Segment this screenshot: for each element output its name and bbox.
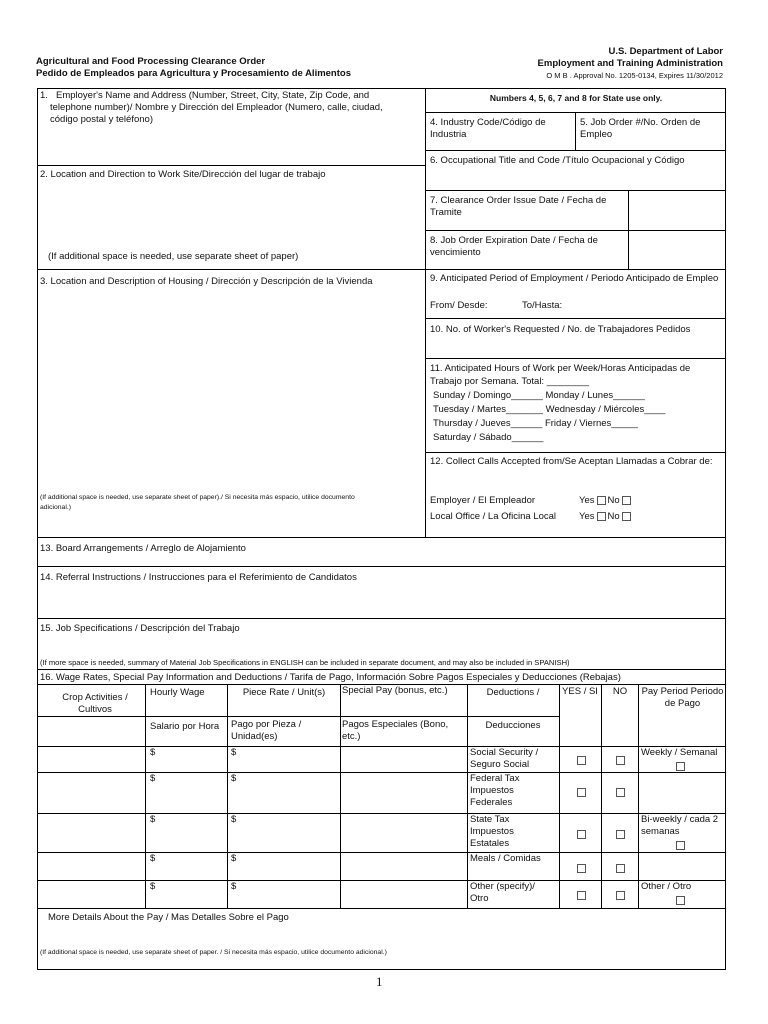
title-es: Pedido de Empleados para Agricultura y Procesamiento de Alimentos [36,68,351,79]
social-security-yes-checkbox[interactable] [577,756,586,765]
title-en: Agricultural and Food Processing Clearance Order [36,56,266,67]
header-special-pay-es: Pagos Especiales (Bono, etc.) [342,719,449,742]
yes-label: Yes [579,511,595,522]
divider [425,190,726,191]
field-12-employer-label: Employer / El Empleador [430,495,536,506]
divider [559,684,560,909]
divider [37,566,726,567]
divider [467,684,468,909]
other-period-checkbox[interactable] [676,896,685,905]
state-tax-no-checkbox[interactable] [616,830,625,839]
divider [37,772,726,773]
state-use-note: Numbers 4, 5, 6, 7 and 8 for State use only. [489,93,663,103]
header-deductions-es: Deducciones [485,720,541,731]
period-other: Other / Otro [641,881,692,892]
header-hourly-wage-es: Salario por Hora [150,721,220,732]
piece-dollar[interactable]: $ [231,881,237,892]
field-1-employer[interactable] [40,90,422,102]
header-piece-rate: Piece Rate / Unit(s) [242,687,326,698]
field-2-note: (If additional space is needed, use separate sheet of paper) [48,251,299,262]
field-11-hours-6: Saturday / Sábado______ [433,432,544,443]
field-1-label-1: Employer's Name and Address (Number, Street, City, State, Zip Code, and [56,90,370,101]
piece-dollar[interactable]: $ [231,814,237,825]
header-pay-period: Pay Period Periodo de Pago [641,686,724,709]
deduction-meals: Meals / Comidas [470,853,541,864]
divider [425,88,426,538]
piece-dollar[interactable]: $ [231,773,237,784]
hourly-dollar[interactable]: $ [150,747,156,758]
field-11-hours-4: Tuesday / Martes_______ Wednesday / Miércoles____ [433,404,666,415]
field-1-number: 1. [40,90,48,101]
field-1-label-2: telephone number)/ Nombre y Dirección del Empleador (Numero, calle, ciudad, [50,102,383,113]
deduction-other: Other (specify)/ Otro [470,881,535,904]
field-15-note: (If more space is needed, summary of Material Job Specifications in ENGLISH can be included in separate document, and may also be included in SPANISH) [40,658,570,667]
field-12-office-yes-no [579,511,633,523]
divider [601,684,602,909]
field-3-housing[interactable]: 3. Location and Description of Housing / Dirección y Descripción de la Vivienda [40,276,373,287]
divider [37,165,425,166]
divider [37,269,726,270]
field-6-occupational-title[interactable]: 6. Occupational Title and Code /Título Ocupacional y Código [430,155,685,166]
header-special-pay: Special Pay (bonus, etc.) [342,685,448,696]
divider [145,684,146,909]
divider [37,618,726,619]
meals-yes-checkbox[interactable] [577,864,586,873]
divider [37,716,560,717]
field-14-referral[interactable]: 14. Referral Instructions / Instrucciones para el Referimiento de Candidatos [40,572,357,583]
agency-block [538,46,723,82]
divider [425,318,726,319]
agency-eta: Employment and Training Administration [537,58,723,69]
hourly-dollar[interactable]: $ [150,814,156,825]
divider [37,813,726,814]
more-details-note: (If additional space is needed, use separate sheet of paper. / Si necesita más espacio, utilice documento adicional.) [40,949,387,956]
field-11-hours-2: Trabajo por Semana. Total: ________ [430,376,589,387]
meals-no-checkbox[interactable] [616,864,625,873]
deduction-federal-tax: Federal Tax Impuestos Federales [470,773,520,808]
field-15-job-spec[interactable]: 15. Job Specifications / Descripción del Trabajo [40,623,240,634]
more-details-label[interactable]: More Details About the Pay / Mas Detalles Sobre el Pago [48,912,289,923]
divider [575,112,576,150]
divider [340,684,341,909]
deduction-social-security: Social Security / Seguro Social [470,747,539,770]
page-number: 1 [376,974,383,989]
employer-no-checkbox[interactable] [622,496,631,505]
social-security-no-checkbox[interactable] [616,756,625,765]
office-no-checkbox[interactable] [622,512,631,521]
divider [425,452,726,453]
field-9-period[interactable]: 9. Anticipated Period of Employment / Periodo Anticipado de Empleo [430,273,719,284]
divider [37,746,726,747]
field-12-office-label: Local Office / La Oficina Local [430,511,557,522]
field-16-wage-rates: 16. Wage Rates, Special Pay Information and Deductions / Tarifa de Pago, Información Sobre Pagos Especiales y Deducciones (Rebajas) [40,672,621,683]
divider [37,537,726,538]
form-title [36,56,351,80]
employer-yes-checkbox[interactable] [597,496,606,505]
field-9-to: To/Hasta: [522,300,563,311]
field-1-label-3: código postal y teléfono) [50,114,153,125]
divider [37,852,726,853]
hourly-dollar[interactable]: $ [150,881,156,892]
biweekly-checkbox[interactable] [676,841,685,850]
header-crop-activities: Crop Activities / Cultivos [62,692,128,715]
no-label: No [607,495,620,506]
divider [425,358,726,359]
field-3-note-2: adicional.) [40,504,71,511]
no-label: No [607,511,620,522]
field-2-location[interactable]: 2. Location and Direction to Work Site/Dirección del lugar de trabajo [40,169,326,180]
divider [37,908,726,909]
field-3-note-1: (If additional space is needed, use separate sheet of paper)./ Si necesita más espacio, utilice documento [40,494,355,501]
deduction-state-tax: State Tax Impuestos Estatales [470,814,514,849]
field-5-job-order[interactable]: 5. Job Order #/No. Orden de Empleo [580,117,701,140]
header-piece-rate-es: Pago por Pieza / Unidad(es) [231,719,302,742]
hourly-dollar[interactable]: $ [150,853,156,864]
state-tax-yes-checkbox[interactable] [577,830,586,839]
federal-tax-no-checkbox[interactable] [616,788,625,797]
divider [37,669,726,670]
header-yes-si: YES / SI [562,686,598,697]
divider [425,230,726,231]
federal-tax-yes-checkbox[interactable] [577,788,586,797]
header-hourly-wage: Hourly Wage [150,687,205,698]
header-no: NO [612,686,628,697]
agency-dol: U.S. Department of Labor [608,46,723,57]
omb-number: O M B . Approval No. 1205-0134, Expires 11/30/2012 [546,71,723,80]
field-11-hours-5: Thursday / Jueves______ Friday / Viernes_____ [433,418,638,429]
field-10-workers[interactable]: 10. No. of Worker's Requested / No. de Trabajadores Pedidos [430,324,691,335]
field-11-hours-1[interactable]: 11. Anticipated Hours of Work per Week/Horas Anticipadas de [430,363,691,374]
divider [425,150,726,151]
piece-dollar[interactable]: $ [231,853,237,864]
field-12-collect-calls: 12. Collect Calls Accepted from/Se Aceptan Llamadas a Cobrar de: [430,456,713,467]
period-weekly: Weekly / Semanal [641,747,718,758]
field-7-issue-date[interactable]: 7. Clearance Order Issue Date / Fecha de Tramite [430,195,607,218]
field-13-board[interactable]: 13. Board Arrangements / Arreglo de Alojamiento [40,543,246,554]
other-yes-checkbox[interactable] [577,891,586,900]
yes-label: Yes [579,495,595,506]
divider [37,880,726,881]
field-9-from: From/ Desde: [430,300,488,311]
field-11-hours-3: Sunday / Domingo______ Monday / Lunes______ [433,390,645,401]
weekly-checkbox[interactable] [676,762,685,771]
divider [227,684,228,909]
field-4-industry-code[interactable]: 4. Industry Code/Código de Industria [430,117,546,140]
field-12-employer-yes-no [579,495,633,507]
other-no-checkbox[interactable] [616,891,625,900]
office-yes-checkbox[interactable] [597,512,606,521]
period-biweekly: Bi-weekly / cada 2 semanas [641,814,719,837]
field-8-expiration-date[interactable]: 8. Job Order Expiration Date / Fecha de vencimiento [430,235,598,258]
header-deductions: Deductions / [486,687,540,698]
divider [638,684,639,909]
hourly-dollar[interactable]: $ [150,773,156,784]
piece-dollar[interactable]: $ [231,747,237,758]
